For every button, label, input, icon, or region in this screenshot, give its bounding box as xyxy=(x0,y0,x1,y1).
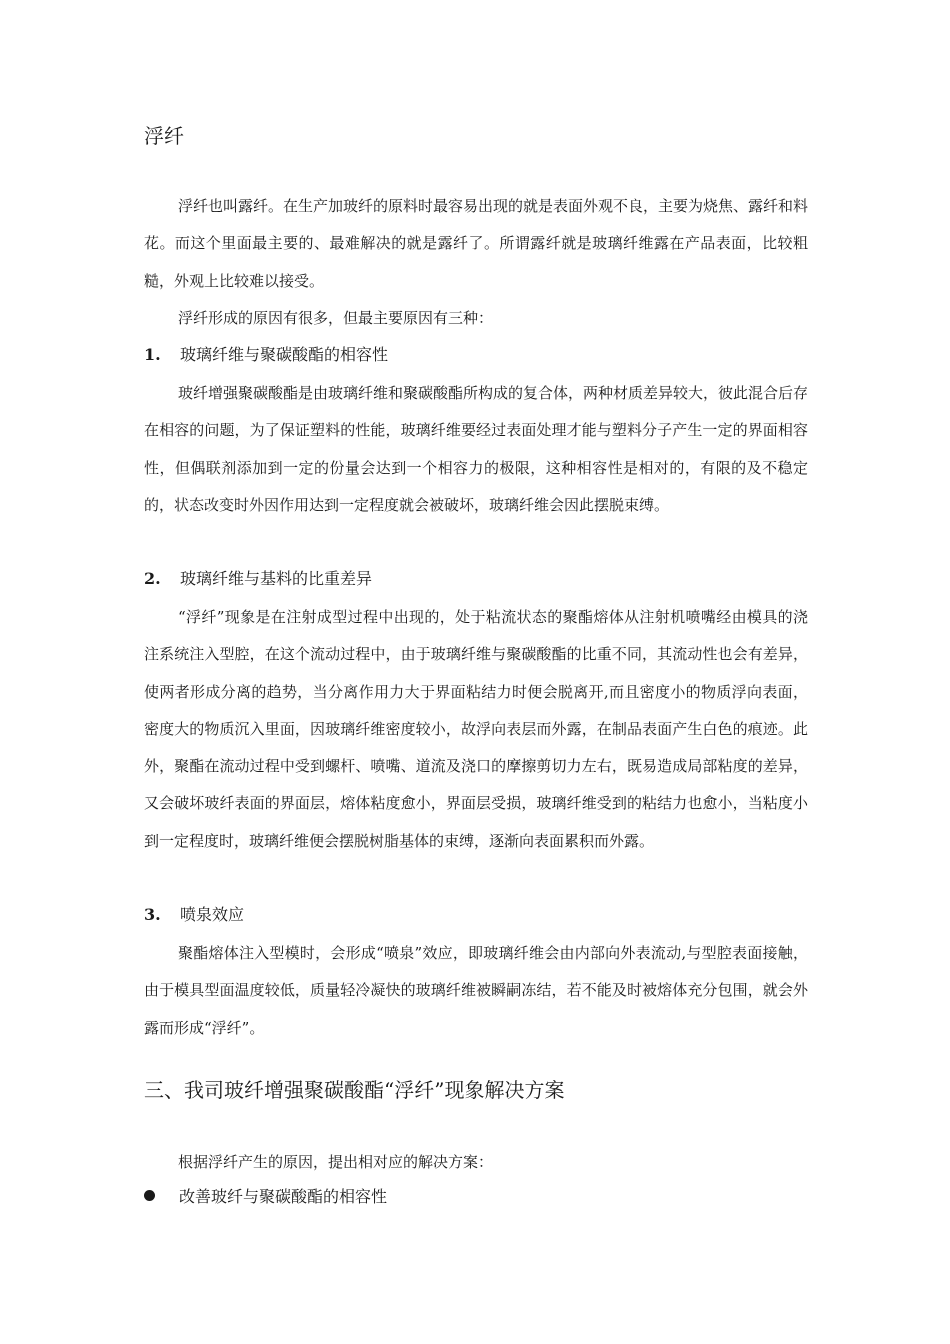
cause-body-3: 聚酯熔体注入型模时，会形成“喷泉”效应，即玻璃纤维会由内部向外表流动,与型腔表面接触，由于模具型面温度较低，质量轻冷凝快的玻璃纤维被瞬嗣冻结，若不能及时被熔体充分包围，就会外露而形成“浮纤”。 xyxy=(144,944,808,1037)
intro-paragraph: 浮纤也叫露纤。在生产加玻纤的原料时最容易出现的就是表面外观不良，主要为烧焦、露纤和料花。而这个里面最主要的、最难解决的就是露纤了。所谓露纤就是玻璃纤维露在产品表面，比较粗糙，外观上比较难以接受。 xyxy=(144,197,809,290)
cause-body-2: “浮纤”现象是在注射成型过程中出现的，处于粘流状态的聚酯熔体从注射机喷嘴经由模具的浇注系统注入型腔，在这个流动过程中，由于玻璃纤维与聚碳酸酯的比重不同，其流动性也会有差异，使两者形成分离的趋势，当分离作用力大于界面粘结力时便会脱离开,而且密度小的物质浮向表面，密度大的物质沉入里面，因玻璃纤维密度较小，故浮向表层而外露，在制品表面产生白色的痕迹。此外，聚酯在流动过程中受到螺杆、喷嘴、道流及浇口的摩擦剪切力左右，既易造成局部粘度的差异，又会破坏玻纤表面的界面层，熔体粘度愈小，界面层受损，玻璃纤维受到的粘结力也愈小，当粘度小到一定程度时，玻璃纤维便会摆脱树脂基体的束缚，逐渐向表面累积而外露。 xyxy=(144,608,808,850)
solution-intro-paragraph: 根据浮纤产生的原因，提出相对应的解决方案： xyxy=(178,1153,494,1171)
cause-body-1: 玻纤增强聚碳酸酯是由玻璃纤维和聚碳酸酯所构成的复合体，两种材质差异较大，彼此混合后存在相容的问题，为了保证塑料的性能，玻璃纤维要经过表面处理才能与塑料分子产生一定的界面相容性，但偶联剂添加到一定的份量会达到一个相容力的极限，这种相容性是相对的，有限的及不稳定的，状态改变时外因作用达到一定程度就会被破坏，玻璃纤维会因此摆脱束缚。 xyxy=(144,384,809,514)
cause-item-2 xyxy=(144,567,372,591)
cause-title: 玻璃纤维与聚碳酸酯的相容性 xyxy=(180,345,389,364)
cause-number: 2. xyxy=(144,569,161,588)
cause-number: 1. xyxy=(144,345,161,364)
cause-item-3 xyxy=(144,903,244,927)
solution-bullet-1 xyxy=(144,1185,387,1209)
section-heading-fiber: 浮纤 xyxy=(144,124,184,148)
cause-number: 3. xyxy=(144,905,161,924)
cause-item-1 xyxy=(144,343,388,367)
bullet-text: 改善玻纤与聚碳酸酯的相容性 xyxy=(179,1187,388,1206)
cause-title: 玻璃纤维与基料的比重差异 xyxy=(180,569,373,588)
cause-title: 喷泉效应 xyxy=(180,905,245,924)
bullet-dot-icon xyxy=(144,1190,155,1201)
solution-heading: 三、我司玻纤增强聚碳酸酯“浮纤”现象解决方案 xyxy=(144,1078,565,1102)
causes-intro-paragraph: 浮纤形成的原因有很多，但最主要原因有三种： xyxy=(178,309,494,327)
